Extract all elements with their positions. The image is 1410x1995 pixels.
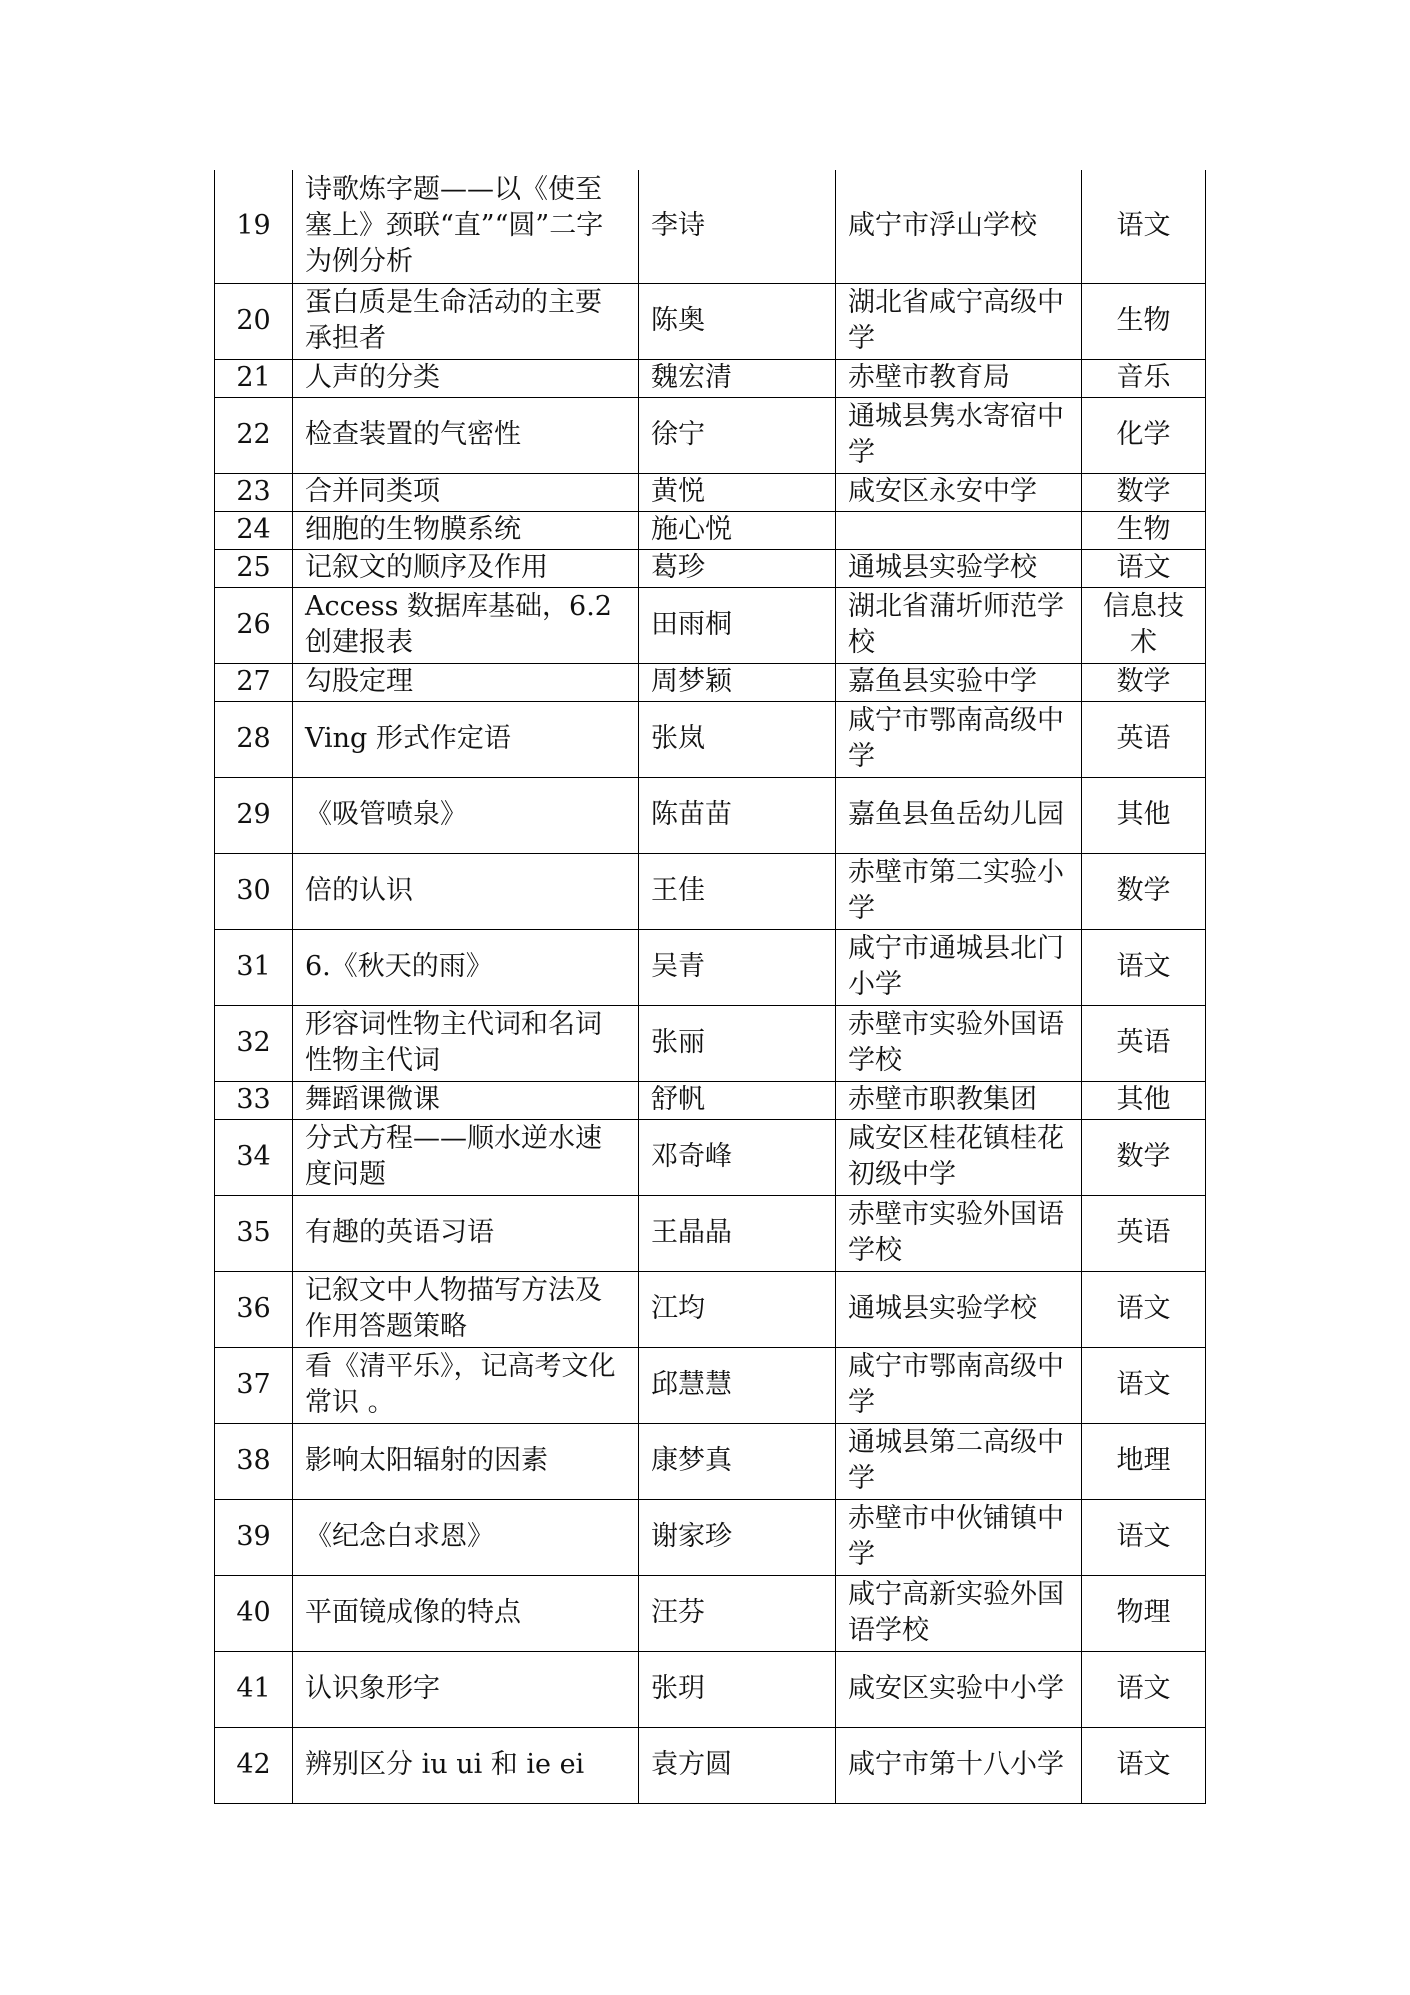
lesson-title: 认识象形字 (293, 1651, 639, 1727)
subject-name: 英语 (1082, 1195, 1206, 1271)
subject-name: 数学 (1082, 473, 1206, 511)
table-row (215, 701, 1206, 777)
row-number: 23 (215, 473, 293, 511)
subject-name: 语文 (1082, 929, 1206, 1005)
lesson-title: 蛋白质是生命活动的主要承担者 (293, 283, 639, 359)
author-name: 李诗 (639, 170, 836, 283)
table-row (215, 549, 1206, 587)
table-row (215, 663, 1206, 701)
school-name: 咸宁市第十八小学 (836, 1727, 1082, 1803)
subject-name: 语文 (1082, 1271, 1206, 1347)
table-row (215, 1271, 1206, 1347)
school-name: 嘉鱼县鱼岳幼儿园 (836, 777, 1082, 853)
school-name: 赤壁市第二实验小学 (836, 853, 1082, 929)
row-number: 24 (215, 511, 293, 549)
row-number: 31 (215, 929, 293, 1005)
subject-name: 生物 (1082, 511, 1206, 549)
subject-name: 语文 (1082, 1347, 1206, 1423)
lesson-title: 辨别区分 iu ui 和 ie ei (293, 1727, 639, 1803)
author-name: 葛珍 (639, 549, 836, 587)
table-row (215, 1081, 1206, 1119)
row-number: 25 (215, 549, 293, 587)
school-name: 咸安区永安中学 (836, 473, 1082, 511)
subject-name: 语文 (1082, 549, 1206, 587)
author-name: 陈奥 (639, 283, 836, 359)
lesson-title: 《纪念白求恩》 (293, 1499, 639, 1575)
subject-name: 音乐 (1082, 359, 1206, 397)
row-number: 41 (215, 1651, 293, 1727)
author-name: 陈苗苗 (639, 777, 836, 853)
lesson-title: 勾股定理 (293, 663, 639, 701)
school-name: 通城县第二高级中学 (836, 1423, 1082, 1499)
subject-name: 数学 (1082, 1119, 1206, 1195)
author-name: 周梦颖 (639, 663, 836, 701)
lesson-title: 《吸管喷泉》 (293, 777, 639, 853)
table-row (215, 1575, 1206, 1651)
row-number: 37 (215, 1347, 293, 1423)
lesson-title: 影响太阳辐射的因素 (293, 1423, 639, 1499)
row-number: 36 (215, 1271, 293, 1347)
table-row (215, 1119, 1206, 1195)
row-number: 33 (215, 1081, 293, 1119)
school-name: 通城县隽水寄宿中学 (836, 397, 1082, 473)
table-row (215, 170, 1206, 283)
school-name: 通城县实验学校 (836, 549, 1082, 587)
row-number: 30 (215, 853, 293, 929)
lesson-title: 舞蹈课微课 (293, 1081, 639, 1119)
subject-name: 物理 (1082, 1575, 1206, 1651)
school-name: 咸安区桂花镇桂花初级中学 (836, 1119, 1082, 1195)
table-row (215, 1423, 1206, 1499)
table-row (215, 473, 1206, 511)
lesson-title: 有趣的英语习语 (293, 1195, 639, 1271)
school-name: 赤壁市教育局 (836, 359, 1082, 397)
school-name: 赤壁市实验外国语学校 (836, 1195, 1082, 1271)
subject-name: 化学 (1082, 397, 1206, 473)
lesson-title: Ving 形式作定语 (293, 701, 639, 777)
row-number: 38 (215, 1423, 293, 1499)
lesson-title: 记叙文中人物描写方法及作用答题策略 (293, 1271, 639, 1347)
author-name: 王佳 (639, 853, 836, 929)
school-name: 咸安区实验中小学 (836, 1651, 1082, 1727)
table-row (215, 587, 1206, 663)
table-row (215, 1005, 1206, 1081)
row-number: 40 (215, 1575, 293, 1651)
row-number: 20 (215, 283, 293, 359)
table-row (215, 511, 1206, 549)
row-number: 19 (215, 170, 293, 283)
row-number: 21 (215, 359, 293, 397)
row-number: 28 (215, 701, 293, 777)
subject-name: 语文 (1082, 1499, 1206, 1575)
school-name: 赤壁市中伙铺镇中学 (836, 1499, 1082, 1575)
row-number: 42 (215, 1727, 293, 1803)
school-name: 湖北省咸宁高级中学 (836, 283, 1082, 359)
school-name: 嘉鱼县实验中学 (836, 663, 1082, 701)
table-row (215, 283, 1206, 359)
lesson-title: 倍的认识 (293, 853, 639, 929)
author-name: 张丽 (639, 1005, 836, 1081)
school-name: 咸宁市浮山学校 (836, 170, 1082, 283)
table-row (215, 1499, 1206, 1575)
lesson-title: 细胞的生物膜系统 (293, 511, 639, 549)
author-name: 田雨桐 (639, 587, 836, 663)
author-name: 徐宁 (639, 397, 836, 473)
table-row (215, 397, 1206, 473)
lesson-title: 合并同类项 (293, 473, 639, 511)
table-row (215, 929, 1206, 1005)
author-name: 吴青 (639, 929, 836, 1005)
row-number: 22 (215, 397, 293, 473)
school-name: 咸宁市通城县北门小学 (836, 929, 1082, 1005)
micro-lesson-table (214, 170, 1206, 1804)
author-name: 康梦真 (639, 1423, 836, 1499)
school-name (836, 511, 1082, 549)
lesson-title: 检查装置的气密性 (293, 397, 639, 473)
subject-name: 语文 (1082, 1727, 1206, 1803)
lesson-title: 6.《秋天的雨》 (293, 929, 639, 1005)
school-name: 咸宁市鄂南高级中学 (836, 1347, 1082, 1423)
row-number: 32 (215, 1005, 293, 1081)
table-row (215, 853, 1206, 929)
author-name: 袁方圆 (639, 1727, 836, 1803)
author-name: 张岚 (639, 701, 836, 777)
author-name: 施心悦 (639, 511, 836, 549)
row-number: 35 (215, 1195, 293, 1271)
author-name: 张玥 (639, 1651, 836, 1727)
table-row (215, 1347, 1206, 1423)
school-name: 赤壁市职教集团 (836, 1081, 1082, 1119)
table-row (215, 1195, 1206, 1271)
row-number: 29 (215, 777, 293, 853)
school-name: 湖北省蒲圻师范学校 (836, 587, 1082, 663)
author-name: 江均 (639, 1271, 836, 1347)
table-row (215, 1651, 1206, 1727)
lesson-title: 人声的分类 (293, 359, 639, 397)
author-name: 魏宏清 (639, 359, 836, 397)
author-name: 黄悦 (639, 473, 836, 511)
author-name: 邱慧慧 (639, 1347, 836, 1423)
subject-name: 其他 (1082, 1081, 1206, 1119)
subject-name: 地理 (1082, 1423, 1206, 1499)
subject-name: 数学 (1082, 663, 1206, 701)
school-name: 咸宁高新实验外国语学校 (836, 1575, 1082, 1651)
school-name: 咸宁市鄂南高级中学 (836, 701, 1082, 777)
row-number: 39 (215, 1499, 293, 1575)
lesson-title: 形容词性物主代词和名词性物主代词 (293, 1005, 639, 1081)
subject-name: 信息技术 (1082, 587, 1206, 663)
school-name: 赤壁市实验外国语学校 (836, 1005, 1082, 1081)
subject-name: 其他 (1082, 777, 1206, 853)
subject-name: 生物 (1082, 283, 1206, 359)
lesson-title: Access 数据库基础，6.2 创建报表 (293, 587, 639, 663)
author-name: 舒帆 (639, 1081, 836, 1119)
subject-name: 语文 (1082, 1651, 1206, 1727)
lesson-title: 记叙文的顺序及作用 (293, 549, 639, 587)
lesson-title: 看《清平乐》，记高考文化常识 。 (293, 1347, 639, 1423)
row-number: 27 (215, 663, 293, 701)
subject-name: 数学 (1082, 853, 1206, 929)
row-number: 34 (215, 1119, 293, 1195)
subject-name: 语文 (1082, 170, 1206, 283)
author-name: 王晶晶 (639, 1195, 836, 1271)
subject-name: 英语 (1082, 1005, 1206, 1081)
school-name: 通城县实验学校 (836, 1271, 1082, 1347)
table-body (215, 170, 1206, 1803)
lesson-title: 诗歌炼字题——以《使至塞上》颈联“直”“圆”二字为例分析 (293, 170, 639, 283)
lesson-title: 分式方程——顺水逆水速度问题 (293, 1119, 639, 1195)
subject-name: 英语 (1082, 701, 1206, 777)
lesson-title: 平面镜成像的特点 (293, 1575, 639, 1651)
author-name: 汪芬 (639, 1575, 836, 1651)
table-row (215, 777, 1206, 853)
author-name: 邓奇峰 (639, 1119, 836, 1195)
author-name: 谢家珍 (639, 1499, 836, 1575)
table-row (215, 1727, 1206, 1803)
row-number: 26 (215, 587, 293, 663)
table-row (215, 359, 1206, 397)
